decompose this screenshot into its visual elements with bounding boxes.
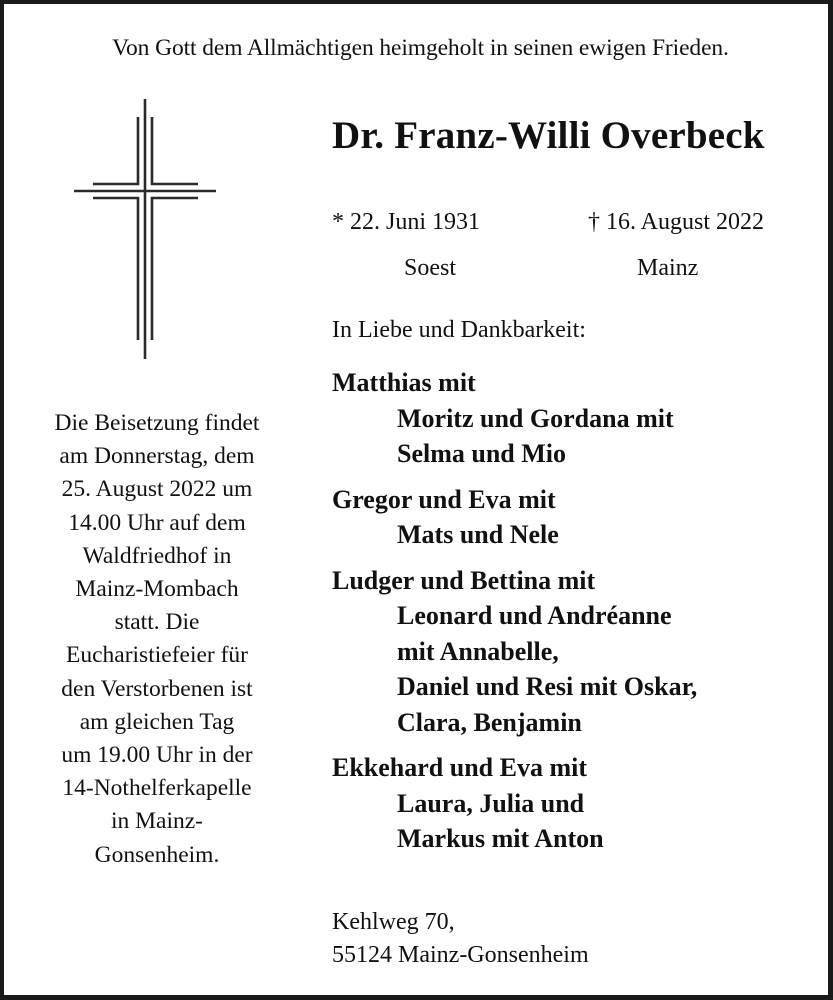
funeral-notice [20,407,294,872]
notice-line: um 19.00 Uhr in der [61,742,253,769]
notice-line: Waldfriedhof in [82,542,232,569]
mourner-group-head: Ludger und Bettina mit [332,565,596,595]
christian-cross-icon [72,98,218,360]
mourner-group [332,563,697,741]
notice-line: 14.00 Uhr auf dem [68,509,246,536]
mourner-group [332,365,697,472]
mourner-group-head: Gregor und Eva mit [332,484,556,514]
mourner-member: mit Annabelle, [397,636,559,666]
mourners-intro: In Liebe und Dankbarkeit: [332,317,586,343]
address-city: 55124 Mainz-Gonsenheim [332,942,589,968]
mourner-member: Clara, Benjamin [397,707,582,737]
deceased-name: Dr. Franz-Willi Overbeck [332,114,765,157]
mourners-list [332,365,697,867]
birth-place: Soest [404,255,457,281]
notice-line: am Donnerstag, dem [59,443,255,470]
mourner-group-head: Ekkehard und Eva mit [332,753,588,782]
mourner-member: Leonard und Andréanne [397,601,672,630]
notice-line: statt. Die [114,609,200,636]
mourner-address [332,906,589,972]
notice-line: den Verstorbenen ist [61,675,253,702]
mourner-member: Daniel und Resi mit Oskar, [397,672,698,701]
death-place: Mainz [637,255,699,281]
notice-line: Gonsenheim. [94,841,220,868]
mourner-member: Markus mit Anton [397,824,604,853]
mourner-member: Laura, Julia und [397,788,585,818]
death-date: † 16. August 2022 [588,209,765,235]
notice-line: Mainz-Mombach [75,576,239,603]
mourner-member: Moritz und Gordana mit [397,403,674,433]
mourner-group-head: Matthias mit [332,368,476,397]
mourner-group [332,750,697,857]
notice-line: in Mainz- [110,808,203,835]
notice-line: am gleichen Tag [79,708,235,735]
mourner-member: Selma und Mio [397,439,567,468]
address-street: Kehlweg 70, [332,909,455,935]
mourner-group [332,482,697,553]
birth-date: * 22. Juni 1931 [332,209,481,235]
mourner-member: Mats und Nele [397,520,559,549]
notice-line: 25. August 2022 um [61,476,253,503]
header-verse: Von Gott dem Allmächtigen heimgeholt in seinen ewigen Frieden. [112,35,729,61]
notice-line: Eucharistiefeier für [65,642,249,669]
notice-line: Die Beisetzung findet [54,410,260,436]
notice-line: 14-Nothelferkapelle [62,775,252,802]
